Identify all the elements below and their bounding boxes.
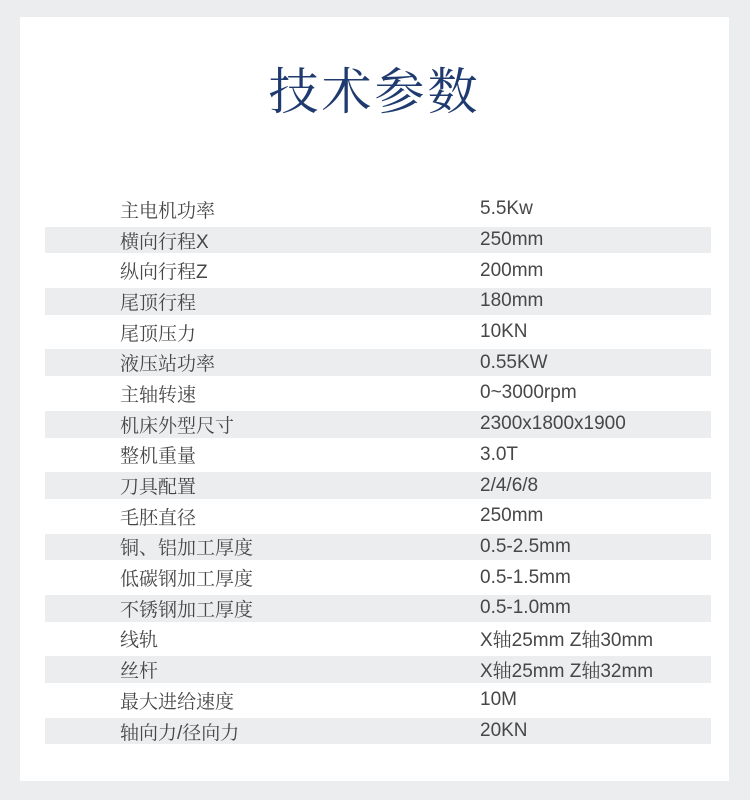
spec-value: 10KN [480,321,528,343]
spec-table [45,194,711,746]
spec-label: 最大进给速度 [120,691,235,713]
content-card [20,17,729,781]
table-row [45,654,711,685]
spec-label: 尾顶行程 [120,292,197,314]
table-row [45,347,711,378]
spec-value: 0.5-1.0mm [480,597,571,619]
table-row [45,409,711,440]
spec-value: 0~3000rpm [480,382,577,404]
table-row [45,532,711,563]
spec-value: 20KN [480,720,528,742]
page-title: 技术参数 [268,64,481,120]
spec-label: 刀具配置 [120,477,197,499]
spec-value: 250mm [480,505,544,527]
table-row [45,685,711,716]
spec-value: 200mm [480,259,544,281]
spec-value: 2300x1800x1900 [480,413,626,435]
spec-label: 主电机功率 [120,200,216,222]
spec-label: 机床外型尺寸 [120,415,235,437]
spec-label: 纵向行程Z [120,262,208,284]
spec-label: 轴向力/径向力 [120,722,240,744]
table-row [45,225,711,256]
spec-label: 尾顶压力 [120,323,197,345]
table-row [45,194,711,225]
spec-value: 5.5Kw [480,198,533,220]
table-row [45,593,711,624]
spec-label: 整机重量 [120,446,197,468]
spec-label: 液压站功率 [120,354,216,376]
spec-value: 250mm [480,229,544,251]
table-row [45,378,711,409]
table-row [45,440,711,471]
spec-value: 10M [480,689,517,711]
spec-value: 180mm [480,290,544,312]
table-row [45,501,711,532]
table-row [45,562,711,593]
spec-label: 横向行程X [120,231,209,253]
spec-value: 0.5-2.5mm [480,535,571,557]
table-row [45,317,711,348]
spec-label: 毛胚直径 [120,507,197,529]
spec-value: X轴25mm Z轴32mm [480,661,654,683]
spec-value: 3.0T [480,443,519,465]
table-row [45,470,711,501]
spec-label: 主轴转速 [120,384,197,406]
spec-value: 0.55KW [480,351,548,373]
spec-value: X轴25mm Z轴30mm [480,630,654,652]
spec-label: 线轨 [120,630,159,652]
spec-label: 低碳钢加工厚度 [120,569,254,591]
spec-value: 2/4/6/8 [480,474,539,496]
spec-value: 0.5-1.5mm [480,566,571,588]
spec-label: 不锈钢加工厚度 [120,599,254,621]
table-row [45,255,711,286]
table-row [45,286,711,317]
table-row [45,716,711,747]
table-row [45,624,711,655]
spec-label: 铜、铝加工厚度 [120,538,254,560]
spec-label: 丝杆 [120,661,159,683]
